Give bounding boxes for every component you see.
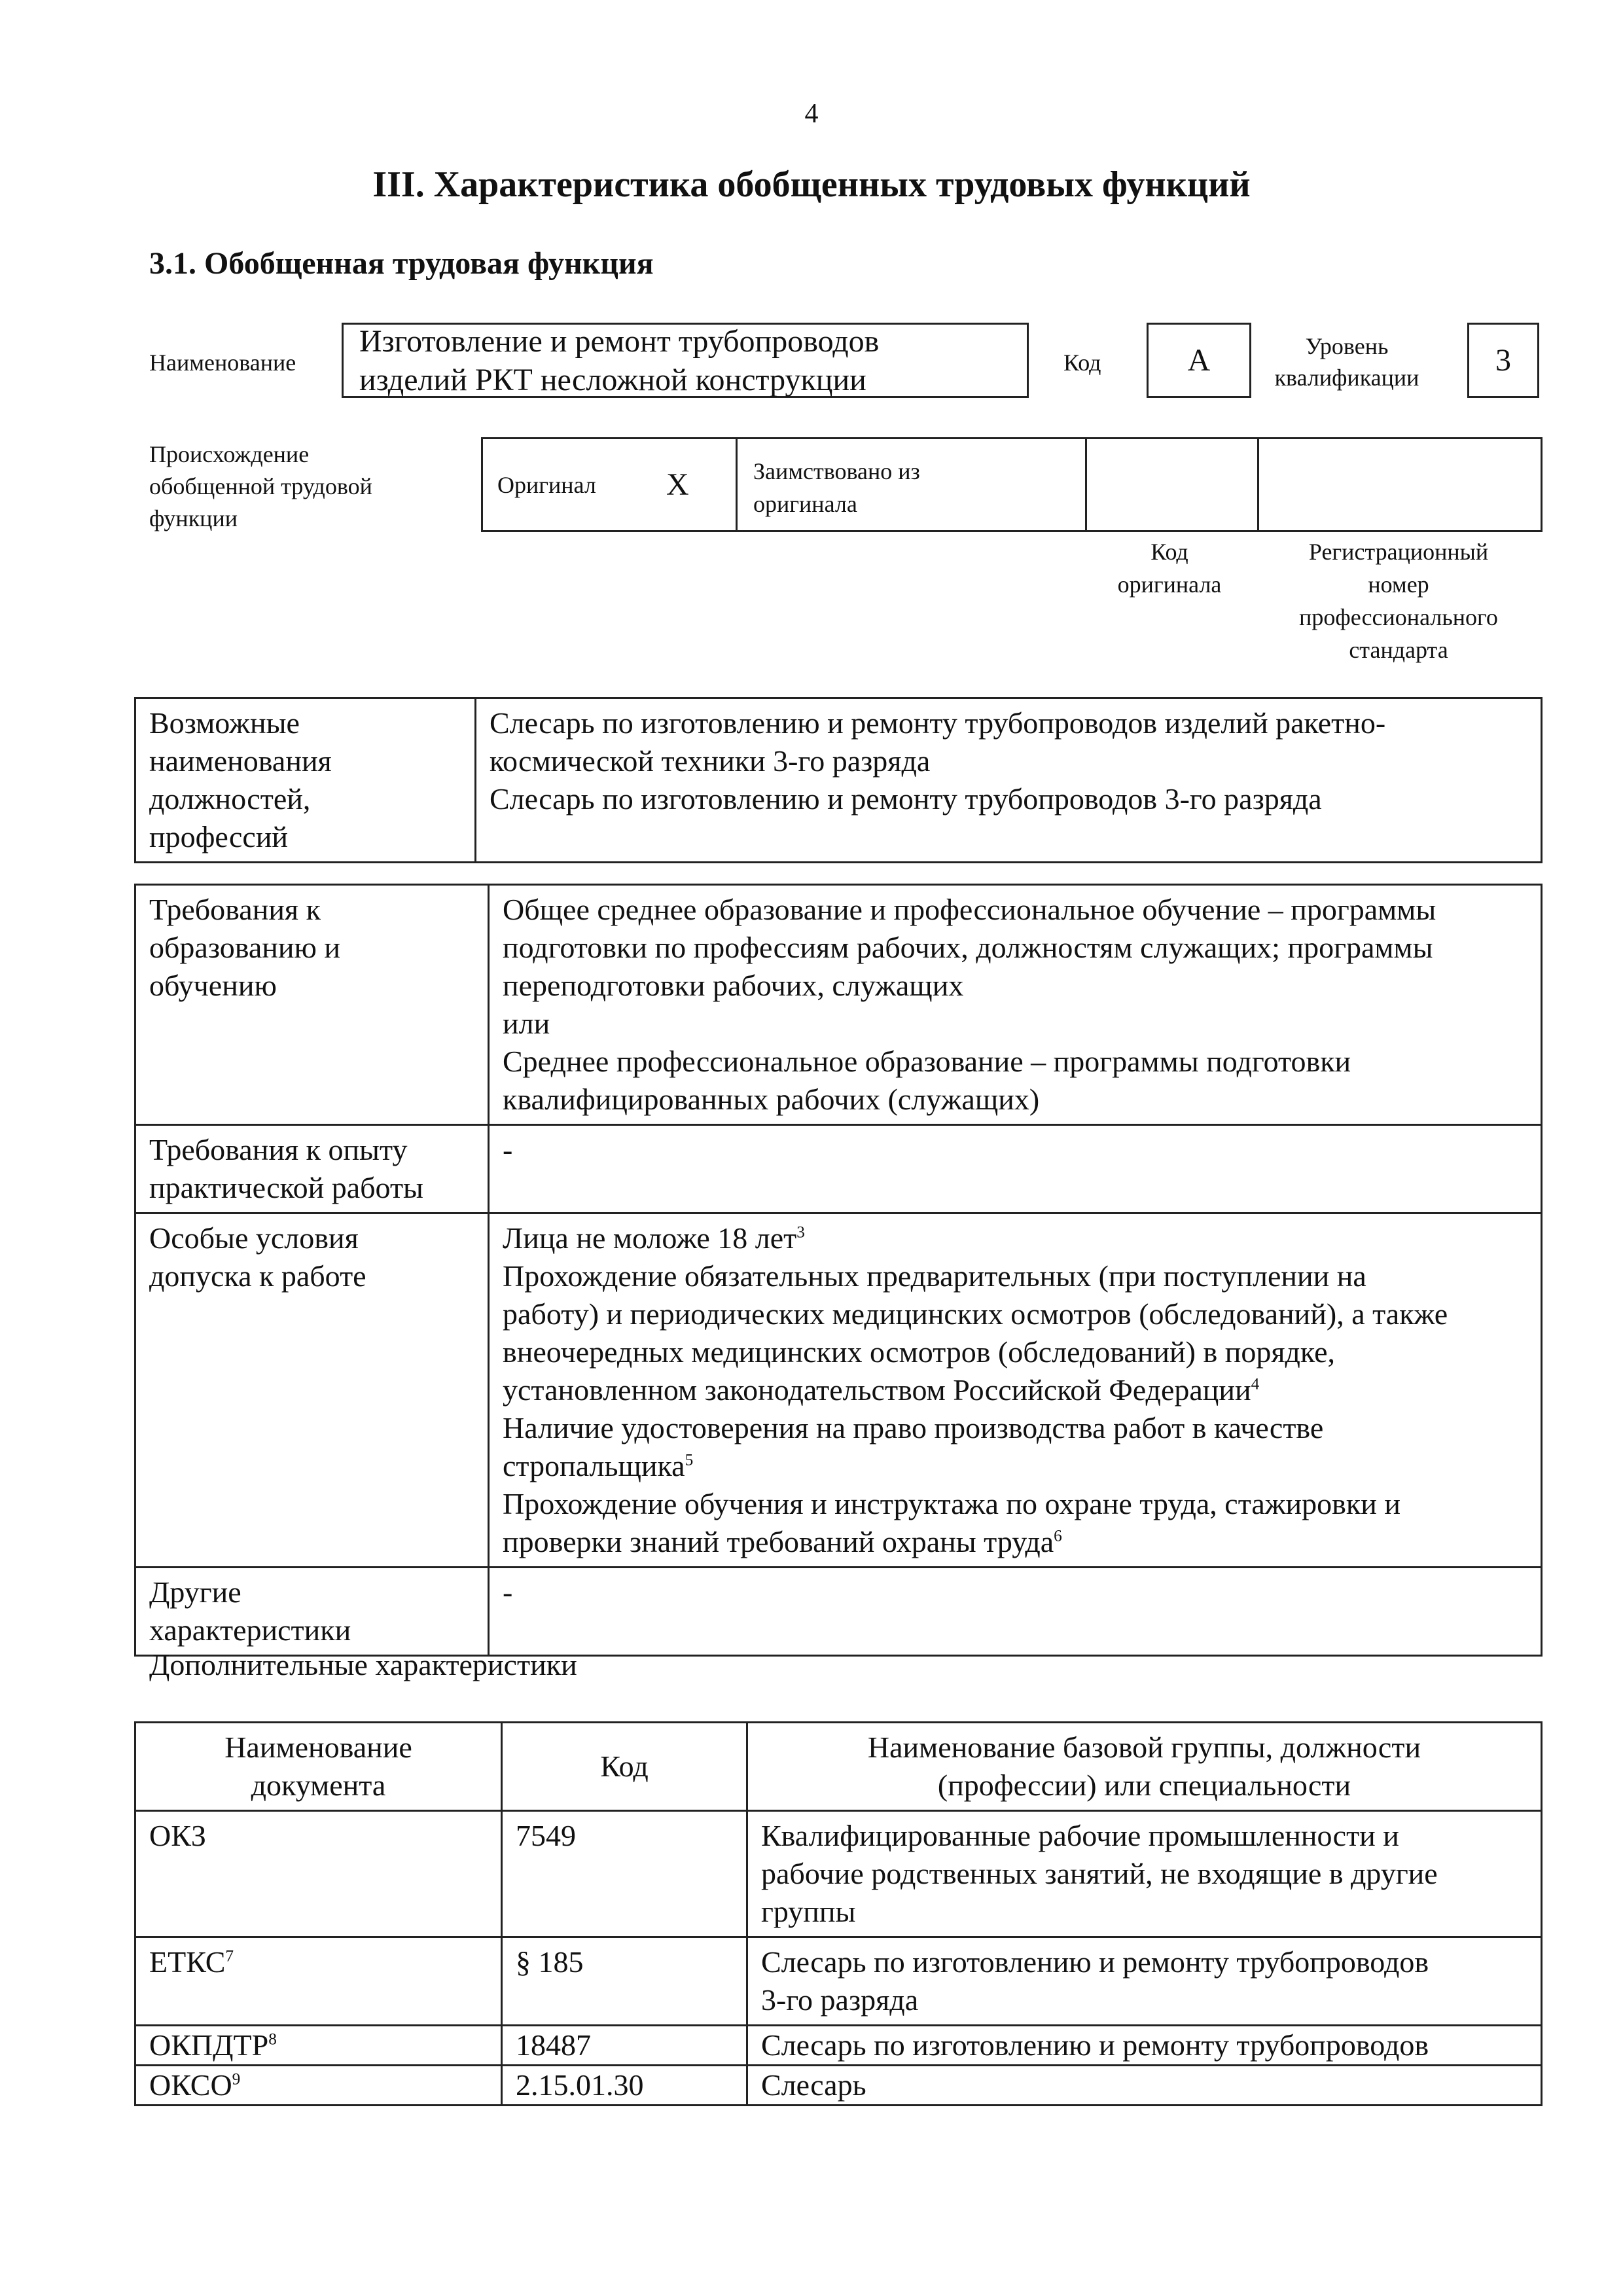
section-title: III. Характеристика обобщенных трудовых функций xyxy=(372,164,1251,205)
borrowed-label: Заимствовано из оригинала xyxy=(753,458,920,517)
subsection-title: 3.1. Обобщенная трудовая функция xyxy=(149,246,654,281)
requirements-table xyxy=(134,884,1543,1657)
education-label: Требования к образованию и обучению xyxy=(135,885,489,1125)
level-value-box: 3 xyxy=(1467,323,1539,398)
group-cell: Слесарь по изготовлению и ремонту трубопроводов xyxy=(747,2026,1542,2066)
doc-cell: ОКЗ xyxy=(135,1811,502,1937)
function-name-line: изделий РКТ несложной конструкции xyxy=(359,363,866,397)
level-label: Уровень квалификации xyxy=(1274,333,1419,391)
origin-table xyxy=(481,437,1543,532)
condition-age: Лица не моложе 18 лет$^3$ xyxy=(503,1221,805,1255)
table-row xyxy=(135,1937,1542,2026)
additional-table xyxy=(134,1721,1543,2106)
reg-number-caption: Регистрационный номер профессионального стандарта xyxy=(1299,539,1498,663)
code-cell: 2.15.01.30 xyxy=(502,2066,747,2106)
additional-title: Дополнительные характеристики xyxy=(149,1648,577,1681)
other-label: Другие характеристики xyxy=(135,1568,489,1656)
origin-label: Происхождение обобщенной трудовой функции xyxy=(149,441,372,531)
footnote-ref: 3 xyxy=(796,1223,805,1242)
code-cell: 18487 xyxy=(502,2026,747,2066)
code-value-box: А xyxy=(1147,323,1251,398)
positions-label: Возможные наименования должностей, профессий xyxy=(135,698,476,863)
code-label: Код xyxy=(1063,350,1101,376)
function-name-box xyxy=(342,323,1029,398)
footnote-ref: 4 xyxy=(1251,1374,1260,1393)
doc-cell: ОКПДТР$^8$ xyxy=(135,2026,502,2066)
table-row xyxy=(135,2026,1542,2066)
conditions-value: Лица не моложе 18 лет$^3$ Прохождение обязательных предварительных (при поступлении на работу) и периодических медицинских осмотров (обследований), а также внеочередных медицинских осмотров (обследований) в порядке, установленном законодательством Российской Федерации$^4$ Наличие удостоверения на право производства работ в качестве стропальщика$^5$ Прохождение обучения и инструктажа по охране труда, стажировки и проверки знаний требований охраны труда$^6$ xyxy=(489,1213,1542,1568)
footnote-ref: 6 xyxy=(1054,1526,1062,1545)
other-value: - xyxy=(489,1568,1542,1656)
experience-value: - xyxy=(489,1125,1542,1213)
header-group: Наименование базовой группы, должности (профессии) или специальности xyxy=(747,1723,1542,1811)
function-name-line: Изготовление и ремонт трубопроводов xyxy=(359,324,880,359)
original-code-caption: Код оригинала xyxy=(1117,539,1222,598)
positions-table xyxy=(134,697,1543,863)
footnote-ref: 8 xyxy=(268,2030,277,2049)
header-code: Код xyxy=(502,1723,747,1811)
page-number: 4 xyxy=(804,99,819,129)
original-label: Оригинал xyxy=(497,472,596,498)
group-cell: Квалифицированные рабочие промышленности и рабочие родственных занятий, не входящие в другие группы xyxy=(747,1811,1542,1937)
positions-value: Слесарь по изготовлению и ремонту трубопроводов изделий ракетно- космической техники 3-го разряда Слесарь по изготовлению и ремонту трубопроводов 3-го разряда xyxy=(476,698,1542,863)
header-document: Наименование документа xyxy=(135,1723,502,1811)
doc-cell: ОКСО$^9$ xyxy=(135,2066,502,2106)
footnote-ref: 7 xyxy=(225,1946,234,1965)
code-cell: § 185 xyxy=(502,1937,747,2026)
footnote-ref: 9 xyxy=(232,2070,241,2089)
table-row xyxy=(135,2066,1542,2106)
group-cell: Слесарь по изготовлению и ремонту трубопроводов 3-го разряда xyxy=(747,1937,1542,2026)
name-label: Наименование xyxy=(149,350,296,376)
group-cell: Слесарь xyxy=(747,2066,1542,2106)
education-value: Общее среднее образование и профессиональное обучение – программы подготовки по профессиям рабочих, должностям служащих; программы переподготовки рабочих, служащих или Среднее профессиональное образование – программы подготовки квалифицированных рабочих (служащих) xyxy=(489,885,1542,1125)
conditions-label: Особые условия допуска к работе xyxy=(135,1213,489,1568)
footnote-ref: 5 xyxy=(685,1450,694,1469)
code-cell: 7549 xyxy=(502,1811,747,1937)
experience-label: Требования к опыту практической работы xyxy=(135,1125,489,1213)
original-mark: X xyxy=(666,467,689,502)
table-row xyxy=(135,1811,1542,1937)
doc-cell: ЕТКС$^7$ xyxy=(135,1937,502,2026)
